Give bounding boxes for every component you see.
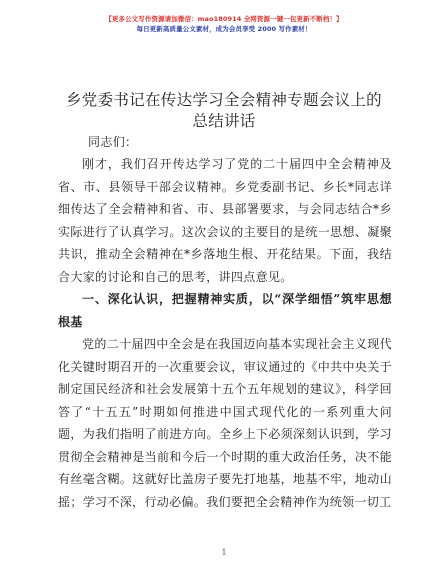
- section-heading-1: 一、深化认识，把握精神实质，以“深学细悟”筑牢思想根基: [58, 292, 392, 329]
- paragraph-section-1: 党的二十届四中全会是在我国迈向基本实现社会主义现代化关键时期召开的一次重要会议，审议通过的《中共中央关于制定国民经济和社会发展第十五个五年规划的建议》，科学回答了“十五五”时期如何推进中国式现代化的一系列重大问题，为我们指明了前进方向。全乡上下必须深刻认识到，学习贯彻全会精神是当前和今后一个时期的重大政治任务，决不能有丝毫含糊。这就好比盖房子要先打地基，地基不牢，地动山摇；学习不深，行动必偏。我们要把全会精神作为统领一切工: [58, 337, 392, 509]
- promo-banner-line-2: 每日更新高质量公文素材，成为会员享受 2000 写作素材！: [136, 25, 312, 33]
- page-number: 1: [221, 548, 227, 557]
- paragraph-intro: 刚才，我们召开传达学习了党的二十届四中全会精神及省、市、县领导干部会议精神。乡党委副书记、乡长*同志详细传达了全会精神和省、市、县部署要求，与会同志结合*乡实际进行了认真学习。这次会议的主要目的是统一思想、凝聚共识，推动全会精神在*乡落地生根、开花结果。下面，我结合大家的讨论和自己的思考，讲四点意见。: [58, 157, 392, 284]
- salutation: 同志们：: [88, 135, 138, 149]
- document-title-line-2: 总结讲话: [192, 112, 256, 130]
- promo-banner-line-1: 【更多公文写作资源请加微信：mao180914 全网资源一键一包更新不断档！】: [105, 15, 343, 23]
- document-title-line-1: 乡党委书记在传达学习全会精神专题会议上的: [65, 91, 382, 109]
